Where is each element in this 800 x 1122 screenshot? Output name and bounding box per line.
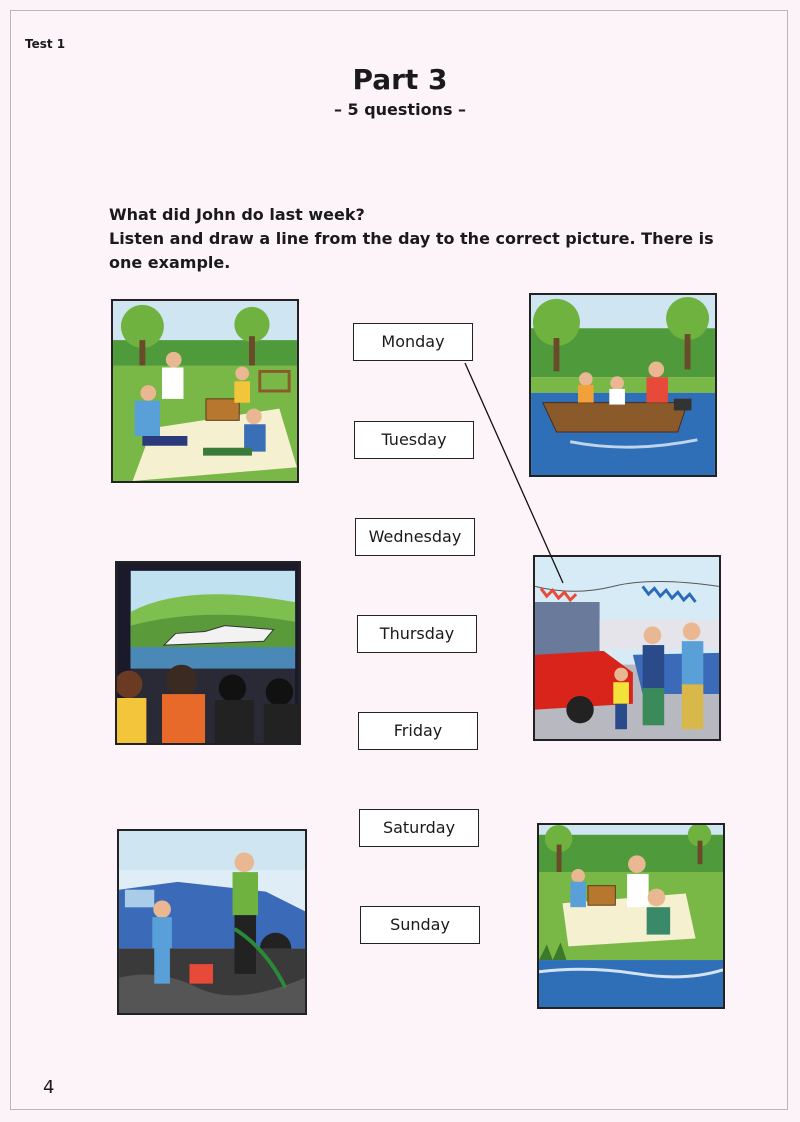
picture-car-park[interactable] <box>533 555 721 741</box>
picture-washing-car[interactable] <box>117 829 307 1015</box>
day-box-monday[interactable]: Monday <box>353 323 473 361</box>
day-box-sunday[interactable]: Sunday <box>360 906 480 944</box>
instructions <box>109 203 719 275</box>
picture-rowing-boat[interactable] <box>529 293 717 477</box>
watching-boat-film-illustration <box>117 563 299 743</box>
picture-watching-boat-film[interactable] <box>115 561 301 745</box>
day-box-tuesday[interactable]: Tuesday <box>354 421 474 459</box>
part-title: Part 3 <box>352 63 448 96</box>
picture-picnic-by-river[interactable] <box>537 823 725 1009</box>
page-number: 4 <box>43 1077 55 1098</box>
part-subtitle: – 5 questions – <box>333 100 467 119</box>
day-box-thursday[interactable]: Thursday <box>357 615 477 653</box>
day-box-friday[interactable]: Friday <box>358 712 478 750</box>
rowing-boat-illustration <box>531 295 715 475</box>
day-box-wednesday[interactable]: Wednesday <box>355 518 475 556</box>
worksheet-page <box>10 10 788 1110</box>
picnic-in-park-illustration <box>113 301 297 481</box>
picnic-by-river-illustration <box>539 825 723 1007</box>
day-box-saturday[interactable]: Saturday <box>359 809 479 847</box>
instruction-task: Listen and draw a line from the day to the correct picture. There is one example. <box>109 229 714 272</box>
car-park-illustration <box>535 557 719 739</box>
test-label: Test 1 <box>25 37 66 51</box>
washing-car-illustration <box>119 831 305 1013</box>
instruction-question: What did John do last week? <box>109 205 365 224</box>
picture-picnic-in-park[interactable] <box>111 299 299 483</box>
